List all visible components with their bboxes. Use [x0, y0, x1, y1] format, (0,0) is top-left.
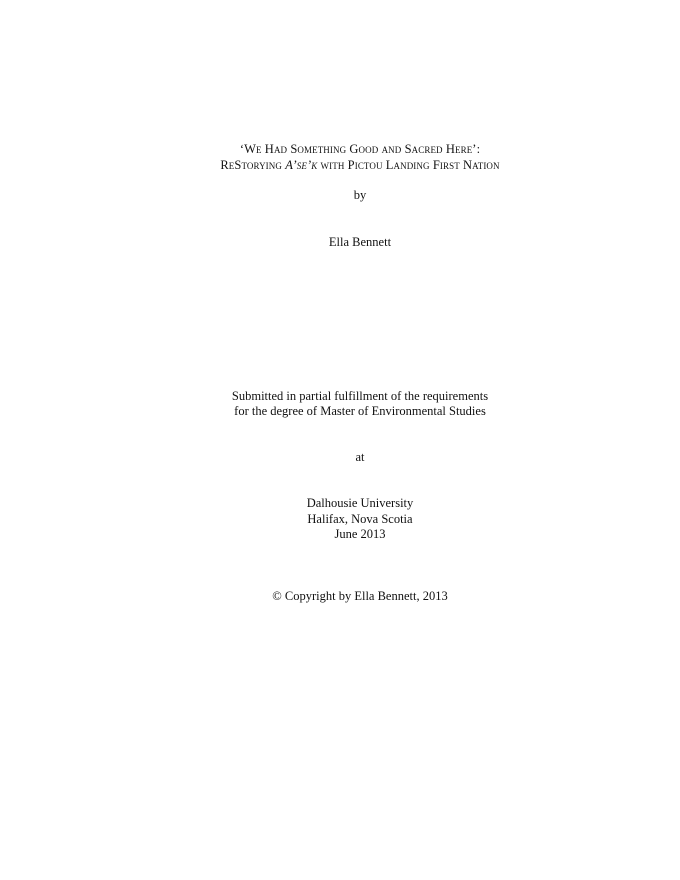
- thesis-title-line-1: ‘We Had Something Good and Sacred Here’:: [239, 142, 481, 156]
- by-label: by: [353, 188, 367, 202]
- university-location: Halifax, Nova Scotia: [307, 512, 413, 526]
- thesis-title-line-2: [0, 158, 680, 173]
- submission-date: June 2013: [334, 527, 386, 541]
- copyright-notice: © Copyright by Ella Bennett, 2013: [272, 589, 448, 603]
- at-label: at: [355, 450, 365, 464]
- thesis-title-italic-term: A’se’k: [285, 158, 318, 172]
- author-name: Ella Bennett: [328, 235, 392, 249]
- submission-statement-line-2: for the degree of Master of Environmental Studies: [234, 404, 486, 418]
- submission-statement-line-1: Submitted in partial fulfillment of the requirements: [231, 389, 489, 403]
- thesis-title-line-2-end: with Pictou Landing First Nation: [317, 158, 500, 172]
- university-name: Dalhousie University: [306, 496, 414, 510]
- thesis-title-line-2-start: ReStorying: [220, 158, 286, 172]
